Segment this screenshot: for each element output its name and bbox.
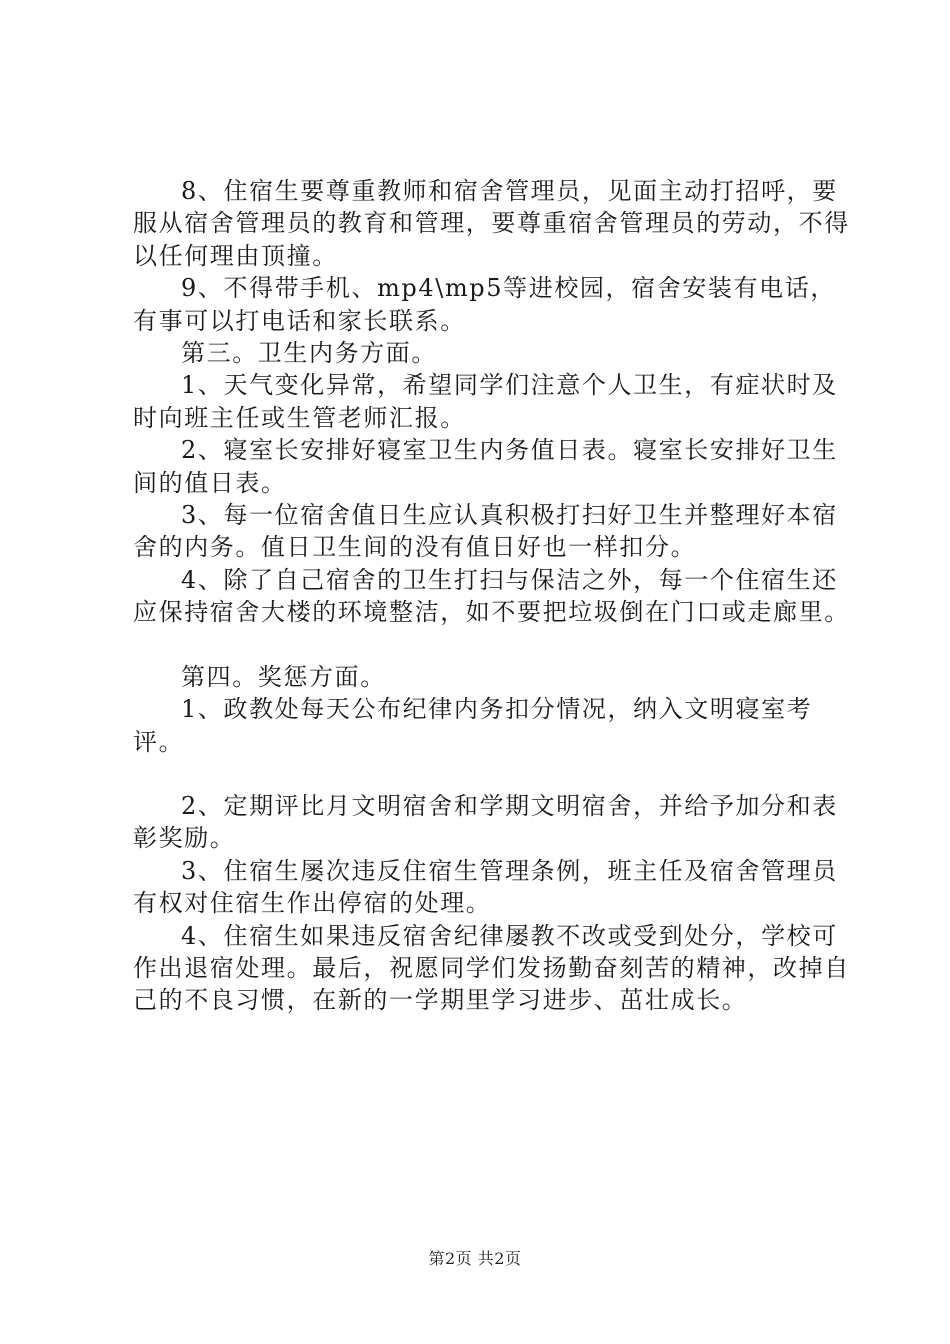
section-heading-hygiene: 第三。卫生内务方面。 bbox=[181, 339, 437, 368]
paragraph-rewards-4: 4、住宿生如果违反宿舍纪律屡教不改或受到处分，学校可作出退宿处理。最后，祝愿同学们发扬勤奋刻苦的精神，改掉自己的不良习惯，在新的一学期里学习进步、茁壮成长。 bbox=[133, 921, 850, 1015]
section-heading-rewards: 第四。奖惩方面。 bbox=[181, 662, 386, 691]
paragraph-hygiene-3: 3、每一位宿舍值日生应认真积极打扫好卫生并整理好本宿舍的内务。值日卫生间的没有值日好也一样扣分。 bbox=[133, 501, 838, 562]
paragraph-rewards-2: 2、定期评比月文明宿舍和学期文明宿舍，并给予加分和表彰奖励。 bbox=[133, 791, 838, 853]
paragraph-hygiene-1: 1、天气变化异常，希望同学们注意个人卫生，有症状时及时向班主任或生管老师汇报。 bbox=[133, 371, 838, 432]
paragraph-hygiene-2: 2、寝室长安排好寝室卫生内务值日表。寝室长安排好卫生间的值日表。 bbox=[133, 436, 838, 497]
paragraph-rule-8: 8、住宿生要尊重教师和宿舍管理员，见面主动打招呼，要服从宿舍管理员的教育和管理，要尊重宿舍管理员的劳动，不得以任何理由顶撞。 bbox=[133, 177, 850, 270]
page-footer: 第2页 共2页 bbox=[428, 1249, 522, 1268]
paragraph-spacer bbox=[133, 629, 853, 661]
paragraph-hygiene-4: 4、除了自己宿舍的卫生打扫与保洁之外，每一个住宿生还应保持宿舍大楼的环境整洁，如不要把垃圾倒在门口或走廊里。 bbox=[133, 565, 850, 627]
paragraph-spacer bbox=[133, 758, 853, 790]
paragraph-rewards-3: 3、住宿生屡次违反住宿生管理条例，班主任及宿舍管理员有权对住宿生作出停宿的处理。 bbox=[133, 856, 838, 918]
paragraph-rewards-1: 1、政教处每天公布纪律内务扣分情况，纳入文明寝室考评。 bbox=[133, 695, 813, 756]
paragraph-rule-9: 9、不得带手机、mp4\mp5等进校园，宿舍安装有电话，有事可以打电话和家长联系。 bbox=[133, 274, 836, 335]
document-body bbox=[133, 175, 853, 1017]
